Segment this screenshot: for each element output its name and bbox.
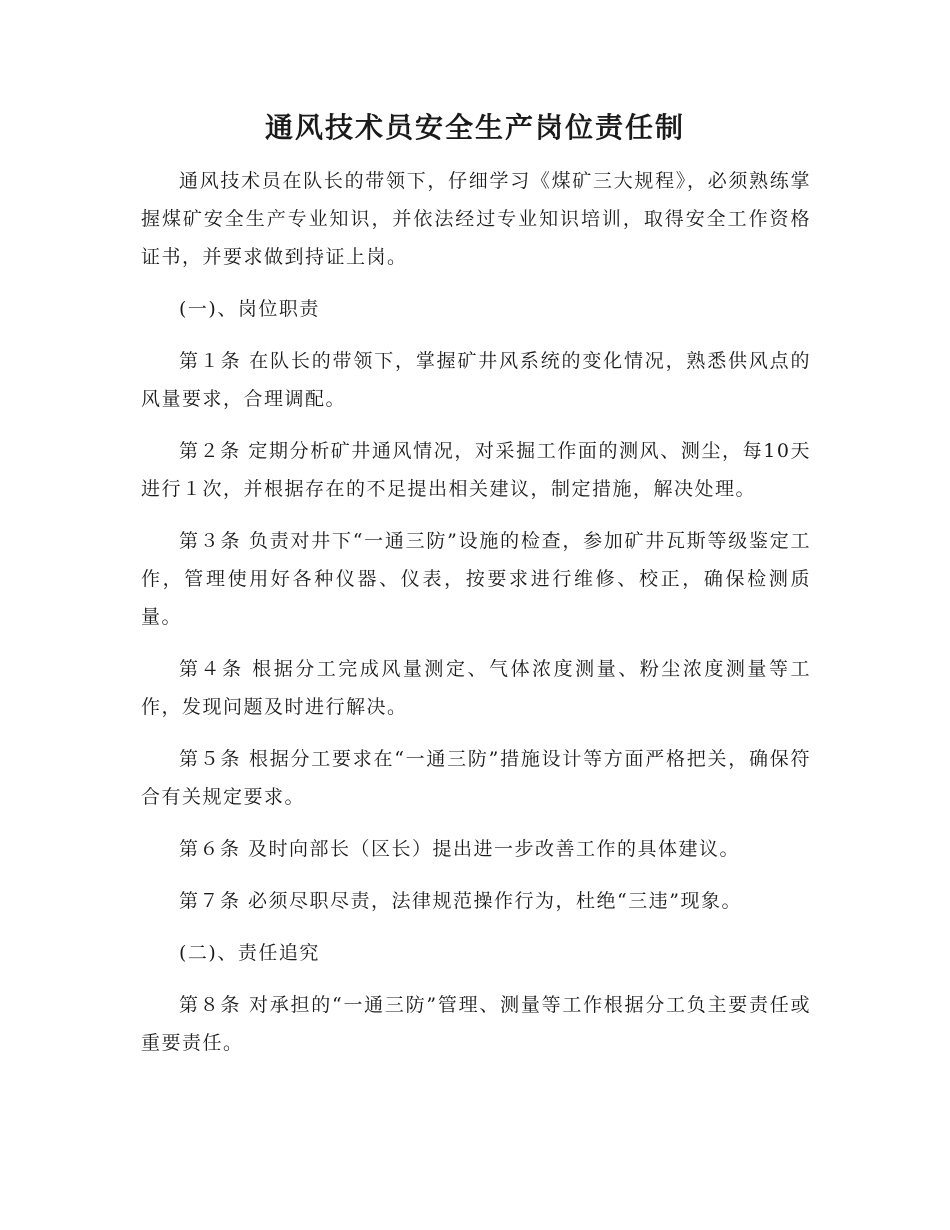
document-body bbox=[141, 162, 811, 1076]
article-7: 第７条 必须尽职尽责，法律规范操作行为，杜绝“三违”现象。 bbox=[179, 890, 742, 912]
section-heading-duties: (一)、岗位职责 bbox=[179, 298, 320, 320]
intro-paragraph: 通风技术员在队长的带领下，仔细学习《煤矿三大规程》，必须熟练掌握煤矿安全生产专业知识，并依法经过专业知识培训，取得安全工作资格证书，并要求做到持证上岗。 bbox=[141, 170, 811, 268]
document-title: 通风技术员安全生产岗位责任制 bbox=[264, 111, 685, 144]
article-8: 第８条 对承担的“一通三防”管理、测量等工作根据分工负主要责任或重要责任。 bbox=[141, 994, 811, 1054]
article-2: 第２条 定期分析矿井通风情况，对采掘工作面的测风、测尘，每10天进行１次，并根据存在的不足提出相关建议，制定措施，解决处理。 bbox=[141, 440, 811, 500]
article-3: 第３条 负责对井下“一通三防”设施的检查，参加矿井瓦斯等级鉴定工作，管理使用好各种仪器、仪表，按要求进行维修、校正，确保检测质量。 bbox=[141, 530, 811, 628]
article-6: 第６条 及时向部长（区长）提出进一步改善工作的具体建议。 bbox=[179, 838, 741, 860]
section-heading-accountability: (二)、责任追究 bbox=[179, 942, 320, 964]
article-1: 第１条 在队长的带领下，掌握矿井风系统的变化情况，熟悉供风点的风量要求，合理调配。 bbox=[141, 350, 811, 410]
article-5: 第５条 根据分工要求在“一通三防”措施设计等方面严格把关，确保符合有关规定要求。 bbox=[141, 748, 811, 808]
article-4: 第４条 根据分工完成风量测定、气体浓度测量、粉尘浓度测量等工作，发现问题及时进行解决。 bbox=[141, 658, 811, 718]
